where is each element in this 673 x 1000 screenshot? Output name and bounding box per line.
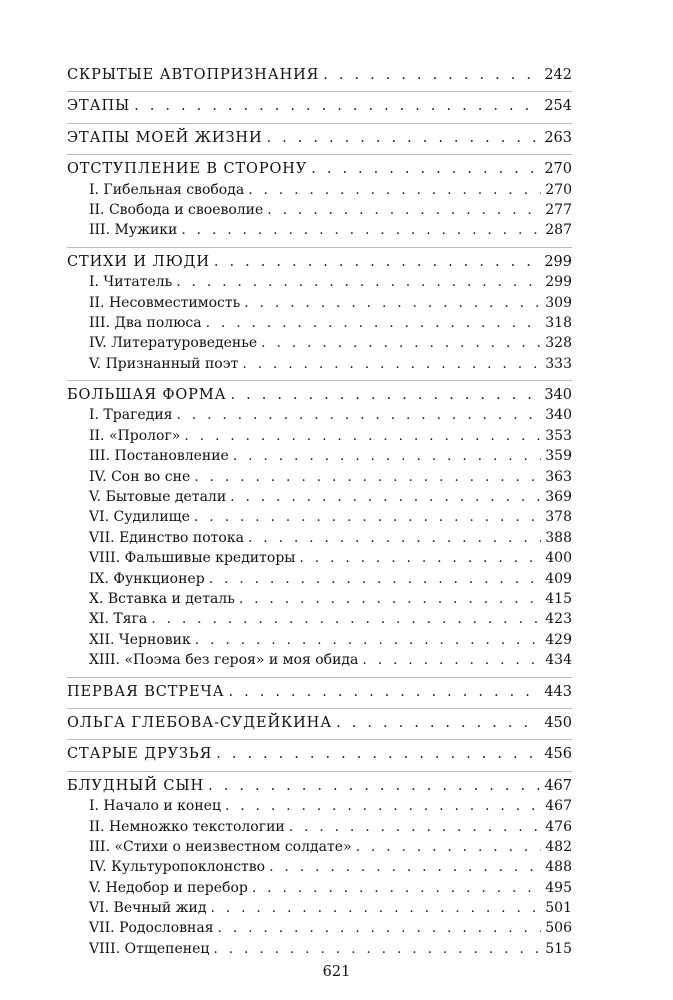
dot-leader xyxy=(134,97,540,115)
toc-entry-title: V. Недобор и перебор xyxy=(89,879,248,896)
toc-entry-page: 353 xyxy=(545,427,572,444)
dot-leader xyxy=(225,797,541,815)
toc-subsection-entry xyxy=(67,508,572,528)
toc-entry-title: V. Бытовые детали xyxy=(89,489,227,506)
page-number: 621 xyxy=(322,964,351,980)
toc-subsection-entry xyxy=(67,919,572,939)
toc-entry-title: VI. Судилище xyxy=(89,509,190,526)
toc-entry-page: 369 xyxy=(545,489,572,506)
toc-entry-title: II. «Пролог» xyxy=(89,427,181,444)
toc-subsection-entry xyxy=(67,838,572,858)
toc-subsection-entry xyxy=(67,570,572,590)
toc-section-entry xyxy=(67,123,572,149)
toc-entry-page: 359 xyxy=(545,448,572,465)
toc-entry-page: 277 xyxy=(545,201,572,218)
dot-leader xyxy=(261,334,541,352)
toc-entry-title: VIII. Отщепенец xyxy=(89,940,210,957)
dot-leader xyxy=(206,314,542,332)
toc-subsection-entry xyxy=(67,273,572,293)
toc-entry-page: 501 xyxy=(545,900,572,917)
toc-entry-page: 270 xyxy=(544,161,572,178)
toc-section-entry xyxy=(67,380,572,406)
toc-entry-title: I. Трагедия xyxy=(89,407,173,424)
toc-entry-page: 309 xyxy=(545,294,572,311)
toc-entry-page: 299 xyxy=(545,274,572,291)
toc-entry-title: ЭТАПЫ МОЕЙ ЖИЗНИ xyxy=(67,129,263,146)
toc-entry-page: 363 xyxy=(545,468,572,485)
toc-entry-title: ПЕРВАЯ ВСТРЕЧА xyxy=(67,683,225,700)
toc-entry-page: 450 xyxy=(544,714,572,731)
toc-entry-page: 318 xyxy=(545,314,572,331)
toc-entry-page: 515 xyxy=(545,940,572,957)
toc-entry-title: IV. Сон во сне xyxy=(89,468,191,485)
toc-section-entry xyxy=(67,91,572,117)
dot-leader xyxy=(208,777,540,795)
dot-leader xyxy=(230,386,540,404)
toc-subsection-entry xyxy=(67,181,572,201)
toc-section-entry xyxy=(67,771,572,797)
toc-entry-title: III. Два полюса xyxy=(89,314,202,331)
toc-subsection-entry xyxy=(67,201,572,221)
dot-leader xyxy=(176,406,541,424)
toc-section-entry xyxy=(67,708,572,734)
dot-leader xyxy=(299,549,541,567)
toc-entry-page: 467 xyxy=(545,798,572,815)
dot-leader xyxy=(248,529,541,547)
toc-entry-title: ОТСТУПЛЕНИЕ В СТОРОНУ xyxy=(67,161,308,178)
dot-leader xyxy=(244,294,541,312)
toc-subsection-entry xyxy=(67,631,572,651)
dot-leader xyxy=(184,427,541,445)
toc-section-entry xyxy=(67,154,572,180)
toc-entry-page: 340 xyxy=(544,387,572,404)
toc-subsection-entry xyxy=(67,899,572,919)
toc-subsection-entry xyxy=(67,355,572,375)
toc-entry-title: СКРЫТЫЕ АВТОПРИЗНАНИЯ xyxy=(67,67,320,83)
dot-leader xyxy=(176,273,541,291)
toc-entry-page: 270 xyxy=(545,181,572,198)
dot-leader xyxy=(362,651,541,669)
toc-entry-page: 409 xyxy=(545,570,572,587)
toc-subsection-entry xyxy=(67,818,572,838)
toc-subsection-entry xyxy=(67,529,572,549)
toc-entry-title: VII. Родословная xyxy=(89,920,214,937)
toc-entry-page: 388 xyxy=(545,529,572,546)
dot-leader xyxy=(311,160,540,178)
toc-subsection-entry xyxy=(67,940,572,960)
toc-entry-title: I. Начало и конец xyxy=(89,798,221,815)
toc-entry-page: 242 xyxy=(544,67,572,83)
toc-subsection-entry xyxy=(67,549,572,569)
toc-entry-page: 415 xyxy=(545,590,572,607)
toc-entry-title: III. «Стихи о неизвестном солдате» xyxy=(89,838,352,855)
dot-leader xyxy=(289,818,542,836)
dot-leader xyxy=(195,631,542,649)
toc-subsection-entry xyxy=(67,879,572,899)
toc-subsection-entry xyxy=(67,314,572,334)
dot-leader xyxy=(239,590,541,608)
toc-subsection-entry xyxy=(67,221,572,241)
toc-entry-title: XIII. «Поэма без героя» и моя обида xyxy=(89,652,359,669)
toc-section-entry xyxy=(67,677,572,703)
toc-subsection-entry xyxy=(67,294,572,314)
dot-leader xyxy=(230,488,541,506)
toc-entry-title: БЛУДНЫЙ СЫН xyxy=(67,777,205,794)
dot-leader xyxy=(216,745,540,763)
toc-entry-page: 482 xyxy=(545,838,572,855)
toc-entry-title: II. Свобода и своеволие xyxy=(89,201,264,218)
dot-leader xyxy=(336,714,540,732)
toc-subsection-entry xyxy=(67,797,572,817)
toc-entry-title: X. Вставка и деталь xyxy=(89,590,235,607)
toc-entry-page: 476 xyxy=(545,818,572,835)
toc-entry-page: 443 xyxy=(544,683,572,700)
toc-subsection-entry xyxy=(67,447,572,467)
dot-leader xyxy=(233,447,541,465)
toc-entry-title: I. Читатель xyxy=(89,274,173,291)
toc-entry-title: VI. Вечный жид xyxy=(89,900,207,917)
toc-entry-title: ЭТАПЫ xyxy=(67,98,131,115)
toc-entry-title: V. Признанный поэт xyxy=(89,355,239,372)
toc-entry-page: 328 xyxy=(545,335,572,352)
toc-entry-page: 333 xyxy=(545,355,572,372)
toc-entry-title: II. Немножко текстологии xyxy=(89,818,285,835)
dot-leader xyxy=(269,858,541,876)
dot-leader xyxy=(218,919,542,937)
toc-entry-title: IV. Литературоведенье xyxy=(89,335,258,352)
toc-entry-title: IV. Культуропоклонство xyxy=(89,859,266,876)
dot-leader xyxy=(210,899,541,917)
dot-leader xyxy=(242,355,541,373)
dot-leader xyxy=(151,610,541,628)
dot-leader xyxy=(209,570,542,588)
toc-subsection-entry xyxy=(67,858,572,878)
dot-leader xyxy=(229,683,541,701)
toc-entry-title: III. Мужики xyxy=(89,222,178,239)
toc-subsection-entry xyxy=(67,406,572,426)
toc-subsection-entry xyxy=(67,610,572,630)
dot-leader xyxy=(323,66,540,84)
toc-entry-title: СТАРЫЕ ДРУЗЬЯ xyxy=(67,746,213,763)
toc-entry-title: I. Гибельная свобода xyxy=(89,181,245,198)
dot-leader xyxy=(213,940,541,958)
toc-entry-title: IX. Функционер xyxy=(89,570,205,587)
toc-entry-page: 299 xyxy=(544,253,572,270)
toc-entry-page: 495 xyxy=(545,879,572,896)
toc-entry-page: 423 xyxy=(545,611,572,628)
dot-leader xyxy=(356,838,542,856)
toc-entry-page: 456 xyxy=(544,746,572,763)
toc-entry-page: 340 xyxy=(545,407,572,424)
toc-entry-title: XII. Черновик xyxy=(89,631,191,648)
toc-entry-title: БОЛЬШАЯ ФОРМА xyxy=(67,387,227,404)
toc-entry-title: VII. Единство потока xyxy=(89,529,244,546)
toc-entry-page: 434 xyxy=(545,652,572,669)
toc-subsection-entry xyxy=(67,651,572,671)
dot-leader xyxy=(267,129,541,147)
toc-entry-page: 400 xyxy=(545,550,572,567)
dot-leader xyxy=(267,201,541,219)
toc-subsection-entry xyxy=(67,468,572,488)
toc-entry-title: XI. Тяга xyxy=(89,611,148,628)
dot-leader xyxy=(194,468,541,486)
toc-entry-page: 378 xyxy=(545,509,572,526)
toc-entry-page: 287 xyxy=(545,222,572,239)
toc-entry-page: 429 xyxy=(545,631,572,648)
dot-leader xyxy=(214,253,540,271)
toc-entry-title: II. Несовместимость xyxy=(89,294,241,311)
dot-leader xyxy=(248,181,541,199)
toc-subsection-entry xyxy=(67,590,572,610)
toc-section-entry xyxy=(67,739,572,765)
toc-entry-title: III. Постановление xyxy=(89,448,229,465)
toc-entry-title: ОЛЬГА ГЛЕБОВА-СУДЕЙКИНА xyxy=(67,714,333,731)
dot-leader xyxy=(181,221,541,239)
toc-section-entry xyxy=(67,66,572,86)
toc-subsection-entry xyxy=(67,488,572,508)
table-of-contents xyxy=(67,66,572,960)
dot-leader xyxy=(252,879,541,897)
toc-subsection-entry xyxy=(67,427,572,447)
toc-entry-page: 467 xyxy=(544,777,572,794)
dot-leader xyxy=(194,508,541,526)
toc-section-entry xyxy=(67,247,572,273)
toc-entry-page: 263 xyxy=(544,129,572,146)
toc-subsection-entry xyxy=(67,334,572,354)
toc-entry-title: СТИХИ И ЛЮДИ xyxy=(67,253,210,270)
toc-entry-page: 506 xyxy=(545,920,572,937)
toc-entry-title: VIII. Фальшивые кредиторы xyxy=(89,550,296,567)
toc-entry-page: 254 xyxy=(544,98,572,115)
toc-entry-page: 488 xyxy=(545,859,572,876)
